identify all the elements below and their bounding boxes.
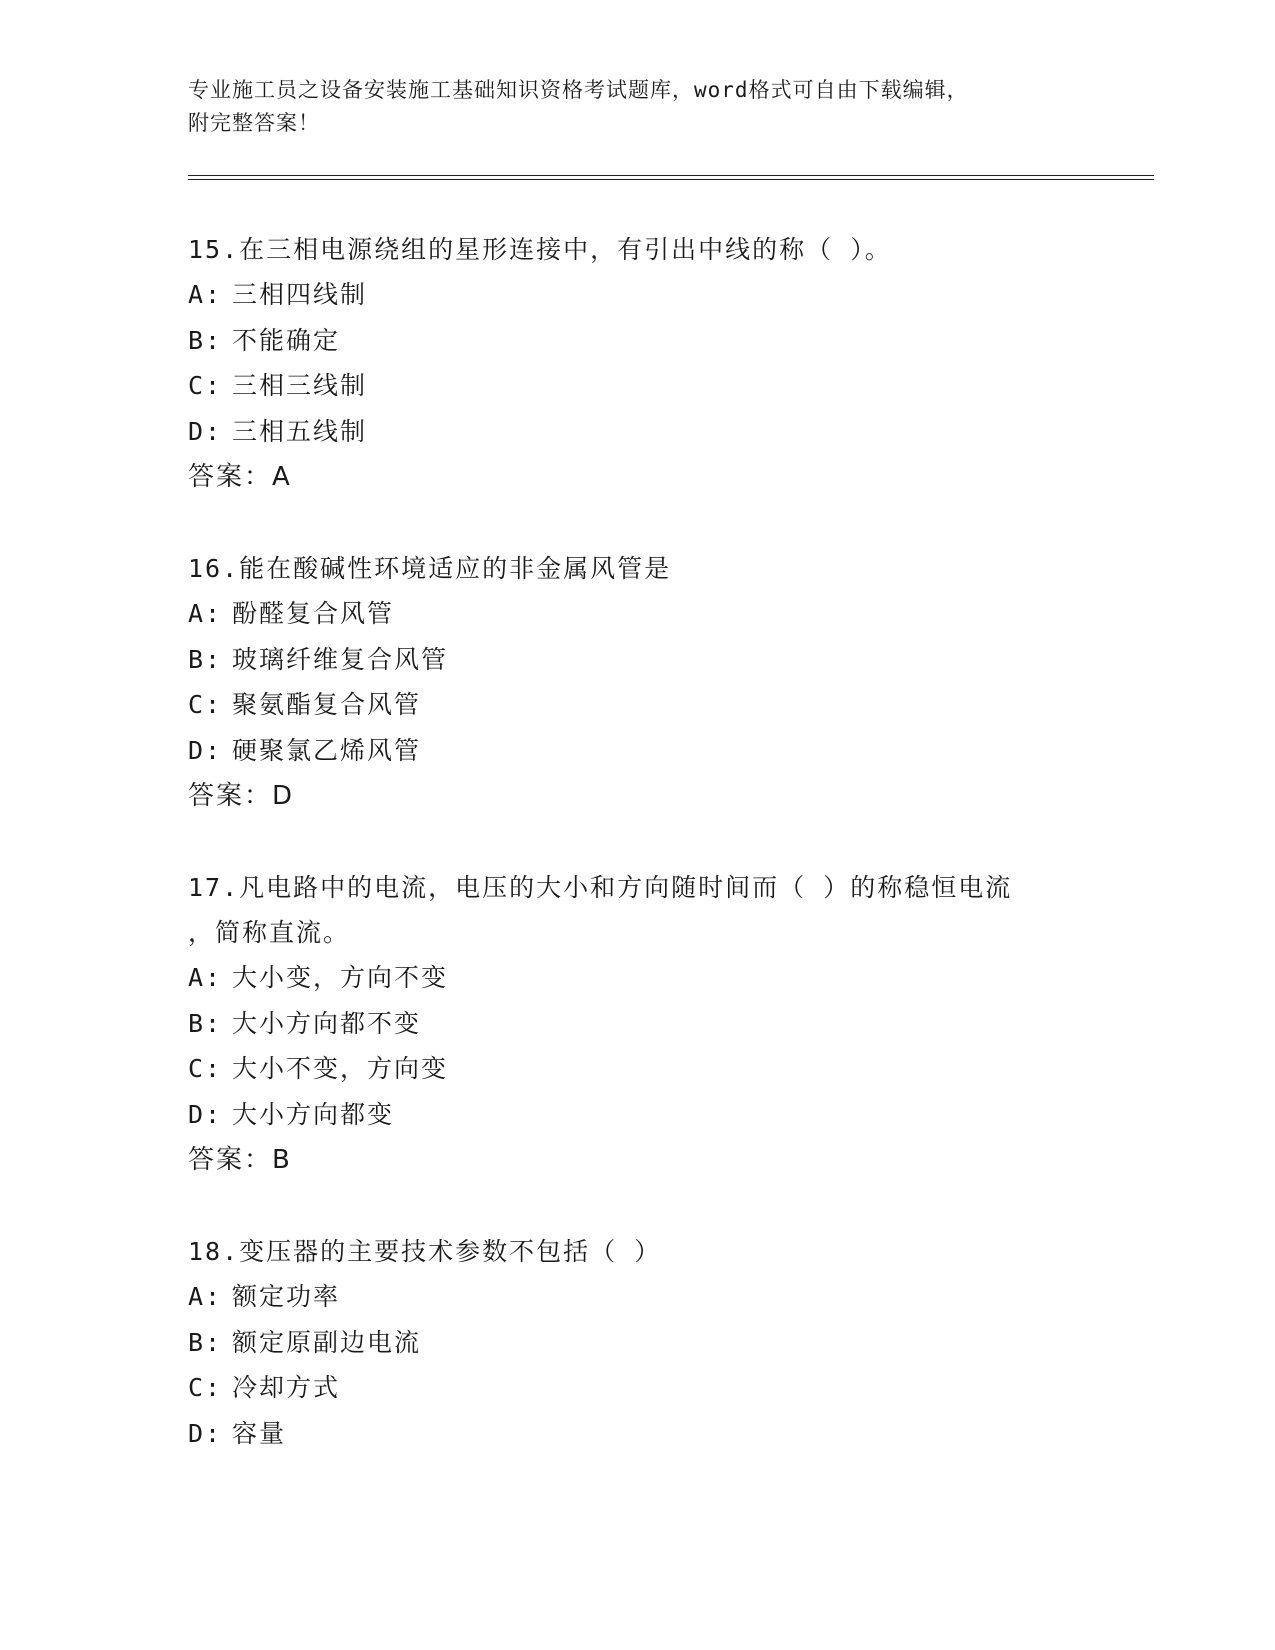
option-b bbox=[188, 637, 1088, 683]
option-text: 三相三线制 bbox=[232, 371, 368, 400]
question-text: 15.在三相电源绕组的星形连接中，有引出中线的称（ ）。 bbox=[188, 235, 892, 264]
option-a bbox=[188, 1274, 1088, 1320]
option-letter: C: bbox=[188, 1373, 223, 1402]
option-letter: B: bbox=[188, 1008, 223, 1038]
option-letter: A: bbox=[188, 280, 223, 309]
option-text: 酚醛复合风管 bbox=[232, 599, 395, 628]
option-c bbox=[188, 1365, 1088, 1411]
question-text-line-2: ，简称直流。 bbox=[188, 918, 351, 947]
option-text: 额定原副边电流 bbox=[232, 1327, 422, 1357]
document-header bbox=[188, 74, 1088, 140]
option-letter: D: bbox=[188, 1099, 223, 1129]
option-letter: D: bbox=[188, 1418, 223, 1448]
option-letter: D: bbox=[188, 735, 223, 765]
answer-label: 答案：D bbox=[188, 781, 295, 811]
option-text: 三相五线制 bbox=[232, 416, 368, 446]
option-letter: A: bbox=[188, 599, 223, 628]
option-b bbox=[188, 1320, 1088, 1366]
option-d bbox=[188, 728, 1088, 774]
option-letter: A: bbox=[188, 1282, 223, 1311]
header-divider-top bbox=[188, 175, 1154, 176]
option-letter: D: bbox=[188, 416, 223, 446]
option-letter: C: bbox=[188, 690, 223, 719]
option-text: 大小方向都不变 bbox=[232, 1008, 422, 1038]
option-letter: B: bbox=[188, 325, 223, 355]
option-text: 聚氨酯复合风管 bbox=[232, 690, 422, 719]
answer-label: 答案：B bbox=[188, 1145, 292, 1175]
option-a bbox=[188, 955, 1088, 1001]
option-text: 大小方向都变 bbox=[232, 1099, 395, 1129]
question-text: 18.变压器的主要技术参数不包括（ ） bbox=[188, 1237, 662, 1266]
option-text: 不能确定 bbox=[232, 325, 341, 355]
option-d bbox=[188, 1411, 1088, 1457]
answer-label: 答案：A bbox=[188, 462, 292, 492]
header-line-2: 附完整答案！ bbox=[188, 111, 320, 135]
question-16 bbox=[188, 546, 1088, 819]
option-letter: B: bbox=[188, 1327, 223, 1357]
option-b bbox=[188, 1001, 1088, 1047]
option-d bbox=[188, 409, 1088, 455]
option-a bbox=[188, 272, 1088, 318]
option-text: 额定功率 bbox=[232, 1282, 341, 1311]
option-text: 硬聚氯乙烯风管 bbox=[232, 735, 422, 765]
header-line-1: 专业施工员之设备安装施工基础知识资格考试题库，word格式可自由下载编辑， bbox=[188, 78, 969, 102]
option-text: 大小不变，方向变 bbox=[232, 1054, 449, 1083]
option-b bbox=[188, 318, 1088, 364]
option-letter: B: bbox=[188, 644, 223, 674]
question-18 bbox=[188, 1229, 1088, 1456]
option-text: 三相四线制 bbox=[232, 280, 368, 309]
option-letter: C: bbox=[188, 1054, 223, 1083]
option-letter: A: bbox=[188, 963, 223, 992]
question-text-line-1: 17.凡电路中的电流，电压的大小和方向随时间而（ ）的称稳恒电流 bbox=[188, 873, 1013, 902]
option-text: 冷却方式 bbox=[232, 1373, 341, 1402]
header-divider-bottom bbox=[188, 179, 1154, 180]
option-c bbox=[188, 363, 1088, 409]
option-letter: C: bbox=[188, 371, 223, 400]
option-a bbox=[188, 591, 1088, 637]
question-15 bbox=[188, 227, 1088, 500]
question-text: 16.能在酸碱性环境适应的非金属风管是 bbox=[188, 554, 672, 583]
option-c bbox=[188, 1046, 1088, 1092]
option-text: 容量 bbox=[232, 1418, 287, 1448]
question-17 bbox=[188, 865, 1088, 1183]
option-text: 大小变，方向不变 bbox=[232, 963, 449, 992]
option-c bbox=[188, 682, 1088, 728]
option-d bbox=[188, 1092, 1088, 1138]
option-text: 玻璃纤维复合风管 bbox=[232, 644, 449, 674]
